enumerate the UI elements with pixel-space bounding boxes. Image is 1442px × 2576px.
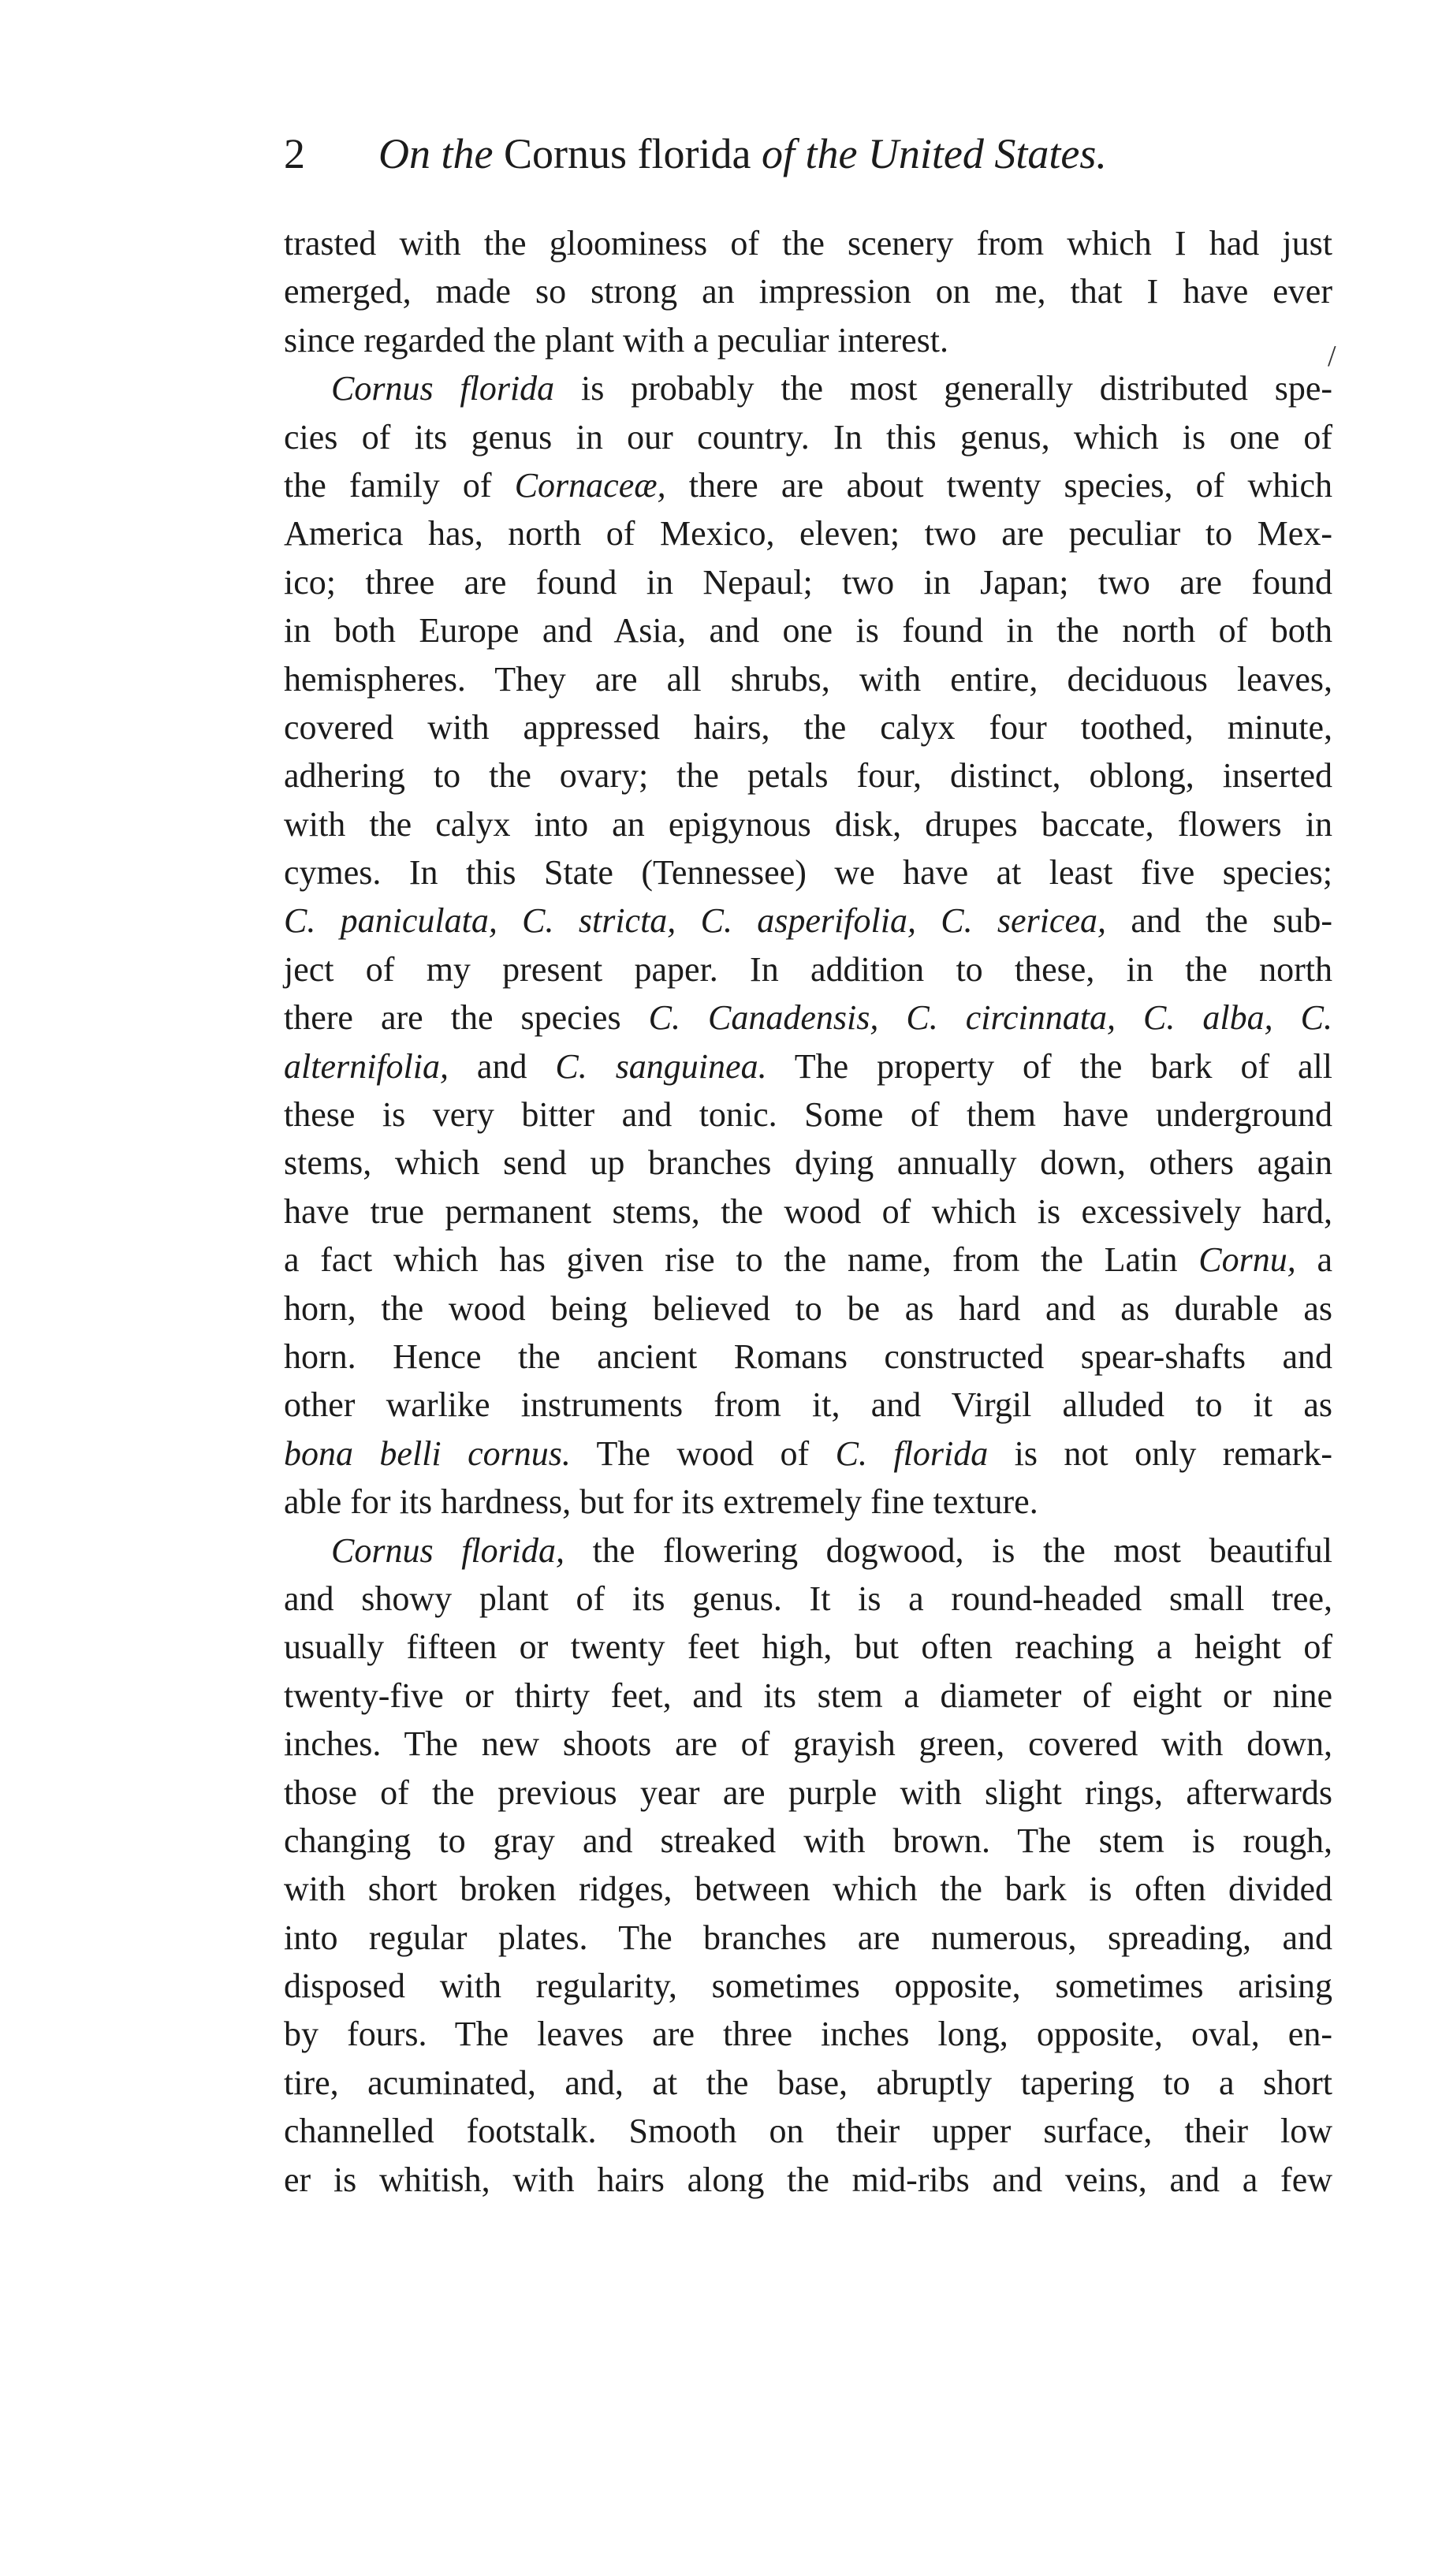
- text-span: cies of its genus in our country. In this genus, which is one of: [284, 417, 1332, 457]
- text-span: trasted with the gloominess of the scenery from which I had just: [284, 224, 1332, 263]
- text-line: [284, 1527, 1332, 1575]
- text-span: is probably the most generally distributed spe-: [554, 369, 1333, 408]
- running-title-part: On the: [378, 130, 504, 177]
- text-line: [284, 267, 1332, 315]
- text-line: [284, 2156, 1332, 2204]
- text-line: [284, 219, 1332, 267]
- text-span: channelled footstalk. Smooth on their upper surface, their low: [284, 2112, 1332, 2151]
- text-line: [284, 509, 1332, 557]
- text-line: [284, 897, 1332, 945]
- text-span: The wood of: [570, 1433, 836, 1473]
- running-title-part: [627, 130, 638, 177]
- text-span: is not only remark-: [988, 1433, 1332, 1473]
- text-span: usually fifteen or twenty feet high, but often reaching a height of: [284, 1627, 1332, 1667]
- text-line: [284, 800, 1332, 848]
- text-span: into regular plates. The branches are numerous, spreading, and: [284, 1918, 1332, 1957]
- italic-text: bona belli cornus.: [284, 1433, 571, 1473]
- text-line: [284, 1575, 1332, 1623]
- text-span: and showy plant of its genus. It is a round-headed small tree,: [284, 1579, 1332, 1618]
- text-line: [284, 751, 1332, 800]
- text-line: [284, 606, 1332, 654]
- text-span: these is very bitter and tonic. Some of them have underground: [284, 1095, 1332, 1135]
- text-line: [284, 1042, 1332, 1090]
- text-line: [284, 1914, 1332, 1962]
- text-line: [284, 1672, 1332, 1720]
- text-line: [284, 1769, 1332, 1817]
- text-span: with the calyx into an epigynous disk, drupes baccate, flowers in: [284, 804, 1332, 844]
- text-line: [284, 1236, 1332, 1284]
- text-line: [284, 1333, 1332, 1381]
- italic-text: alternifolia,: [284, 1046, 449, 1086]
- text-span: cymes. In this State (Tennessee) we have at least five species;: [284, 853, 1332, 893]
- text-span: The property of the bark of all: [766, 1046, 1333, 1086]
- text-span: horn. Hence the ancient Romans constructed spear-shafts and: [284, 1336, 1332, 1376]
- text-span: there are about twenty species, of which: [665, 465, 1332, 505]
- text-span: inches. The new shoots are of grayish green, covered with down,: [284, 1724, 1332, 1764]
- text-line: [284, 1478, 1332, 1526]
- text-span: emerged, made so strong an impression on me, that I have ever: [284, 272, 1332, 311]
- italic-text: Cornaceæ,: [514, 465, 666, 505]
- text-span: disposed with regularity, sometimes opposite, sometimes arising: [284, 1966, 1332, 2006]
- text-span: twenty-five or thirty feet, and its stem a diameter of eight or nine: [284, 1676, 1332, 1715]
- running-title-part: [751, 130, 762, 177]
- text-span: able for its hardness, but for its extremely fine texture.: [284, 1482, 1038, 1522]
- text-line: [284, 1430, 1332, 1478]
- text-span: stems, which send up branches dying annually down, others again: [284, 1143, 1332, 1183]
- text-line: [284, 2059, 1332, 2107]
- text-span: have true permanent stems, the wood of which is excessively hard,: [284, 1191, 1332, 1231]
- italic-text: C. Canadensis, C. circinnata, C. alba, C.: [648, 998, 1333, 1038]
- text-span: by fours. The leaves are three inches long, opposite, oval, en-: [284, 2015, 1332, 2054]
- italic-text: Cornu,: [1198, 1240, 1296, 1280]
- text-line: [284, 848, 1332, 897]
- text-line: [284, 1817, 1332, 1865]
- italic-text: Cornus florida: [331, 369, 555, 408]
- text-span: ico; three are found in Nepaul; two in Japan; two are found: [284, 562, 1332, 602]
- running-title: [378, 126, 1107, 181]
- running-title-part: of the United States.: [761, 130, 1107, 177]
- text-line: [284, 461, 1332, 509]
- text-span: hemispheres. They are all shrubs, with entire, deciduous leaves,: [284, 659, 1332, 699]
- text-line: [284, 364, 1332, 412]
- text-span: a fact which has given rise to the name, from the Latin: [284, 1240, 1199, 1280]
- body-text: [284, 219, 1332, 2204]
- text-line: [284, 1623, 1332, 1671]
- text-line: [284, 1284, 1332, 1333]
- text-span: er is whitish, with hairs along the mid-ribs and veins, and a few: [284, 2160, 1332, 2199]
- text-span: since regarded the plant with a peculiar interest.: [284, 320, 948, 360]
- text-span: and the sub-: [1106, 901, 1333, 941]
- running-head: [284, 126, 1325, 181]
- italic-text: C. florida: [835, 1433, 989, 1473]
- text-line: [284, 2107, 1332, 2155]
- text-line: [284, 2010, 1332, 2058]
- text-line: [284, 1187, 1332, 1236]
- text-line: [284, 1090, 1332, 1139]
- text-line: [284, 945, 1332, 993]
- page-number: 2: [284, 130, 305, 177]
- text-span: and: [449, 1046, 556, 1086]
- text-span: in both Europe and Asia, and one is found in the north of both: [284, 611, 1332, 651]
- text-span: with short broken ridges, between which the bark is often divided: [284, 1870, 1332, 1909]
- text-span: those of the previous year are purple with slight rings, afterwards: [284, 1773, 1332, 1812]
- text-span: there are the species: [284, 998, 649, 1038]
- text-span: other warlike instruments from it, and Virgil alluded to it as: [284, 1385, 1332, 1425]
- text-line: [284, 413, 1332, 461]
- text-line: [284, 703, 1332, 751]
- text-span: a: [1295, 1240, 1332, 1280]
- text-span: adhering to the ovary; the petals four, distinct, oblong, inserted: [284, 756, 1332, 796]
- text-line: [284, 993, 1332, 1042]
- text-span: the family of: [284, 465, 515, 505]
- italic-text: C. sanguinea.: [555, 1046, 767, 1086]
- running-title-part: Cornus: [503, 130, 627, 177]
- text-line: [284, 316, 1332, 364]
- text-span: tire, acuminated, and, at the base, abruptly tapering to a short: [284, 2063, 1332, 2102]
- text-span: ject of my present paper. In addition to these, in the north: [284, 949, 1332, 989]
- text-span: covered with appressed hairs, the calyx four toothed, minute,: [284, 707, 1332, 747]
- text-line: [284, 1962, 1332, 2010]
- italic-text: Cornus florida,: [331, 1530, 565, 1570]
- italic-text: C. paniculata, C. stricta, C. asperifolia, C. sericea,: [284, 901, 1106, 941]
- text-line: [284, 655, 1332, 703]
- running-title-part: florida: [637, 130, 751, 177]
- text-span: changing to gray and streaked with brown. The stem is rough,: [284, 1821, 1332, 1860]
- text-span: the flowering dogwood, is the most beautiful: [565, 1530, 1332, 1570]
- text-line: [284, 1381, 1332, 1429]
- text-span: America has, north of Mexico, eleven; two are peculiar to Mex-: [284, 514, 1332, 554]
- text-line: [284, 558, 1332, 606]
- text-line: [284, 1139, 1332, 1187]
- text-line: [284, 1865, 1332, 1913]
- stray-mark: /: [1328, 340, 1336, 373]
- text-line: [284, 1720, 1332, 1768]
- text-span: horn, the wood being believed to be as hard and as durable as: [284, 1288, 1332, 1328]
